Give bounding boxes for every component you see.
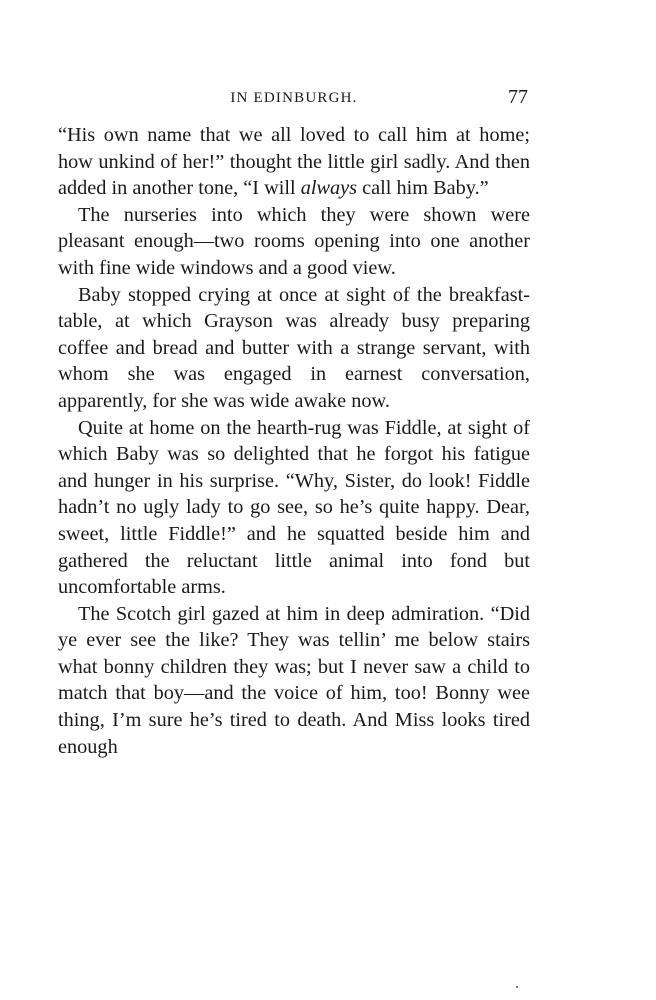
- paragraph: [58, 202, 530, 282]
- body-text: [58, 122, 530, 760]
- page-number: 77: [508, 86, 528, 108]
- paragraph: [58, 122, 530, 202]
- italic-text: always: [300, 177, 358, 200]
- paragraph: [58, 282, 530, 415]
- text-run: The nurseries into which they were shown were pleasant enough—two rooms opening into one another with fine wide windows and a good view.: [58, 203, 530, 279]
- text-run: The Scotch girl gazed at him in deep admiration. “Did ye ever see the like? They was tellin’ me below stairs what bonny children they was; but I never saw a child to match that boy—and the voice of him, too! Bonny wee thing, I’m sure he’s tired to death. And Miss looks tired enough: [58, 602, 530, 758]
- running-title: IN EDINBURGH.: [230, 90, 358, 106]
- text-run: “His own name that we all loved to call him at home; how unkind of her!” thought the little girl sadly. And then added in another tone, “I will: [58, 124, 530, 200]
- paper-speck: [516, 986, 518, 988]
- text-run: Quite at home on the hearth-rug was Fiddle, at sight of which Baby was so delighted that he forgot his fatigue and hunger in his surprise. “Why, Sister, do look! Fiddle hadn’t no ugly lady to go see, so he’s quite happy. Dear, sweet, little Fiddle!” and he squatted beside him and gathered the reluctant little animal into fond but uncomfortable arms.: [58, 416, 530, 599]
- text-run: Baby stopped crying at once at sight of the breakfast-table, at which Grayson was already busy preparing coffee and bread and butter with a strange servant, with whom she was engaged in earnest conversation, apparently, for she was wide awake now.: [58, 283, 530, 412]
- paragraph: [58, 601, 530, 761]
- running-head: [58, 86, 530, 114]
- text-run: call him Baby.”: [357, 177, 489, 200]
- paragraph: [58, 415, 530, 601]
